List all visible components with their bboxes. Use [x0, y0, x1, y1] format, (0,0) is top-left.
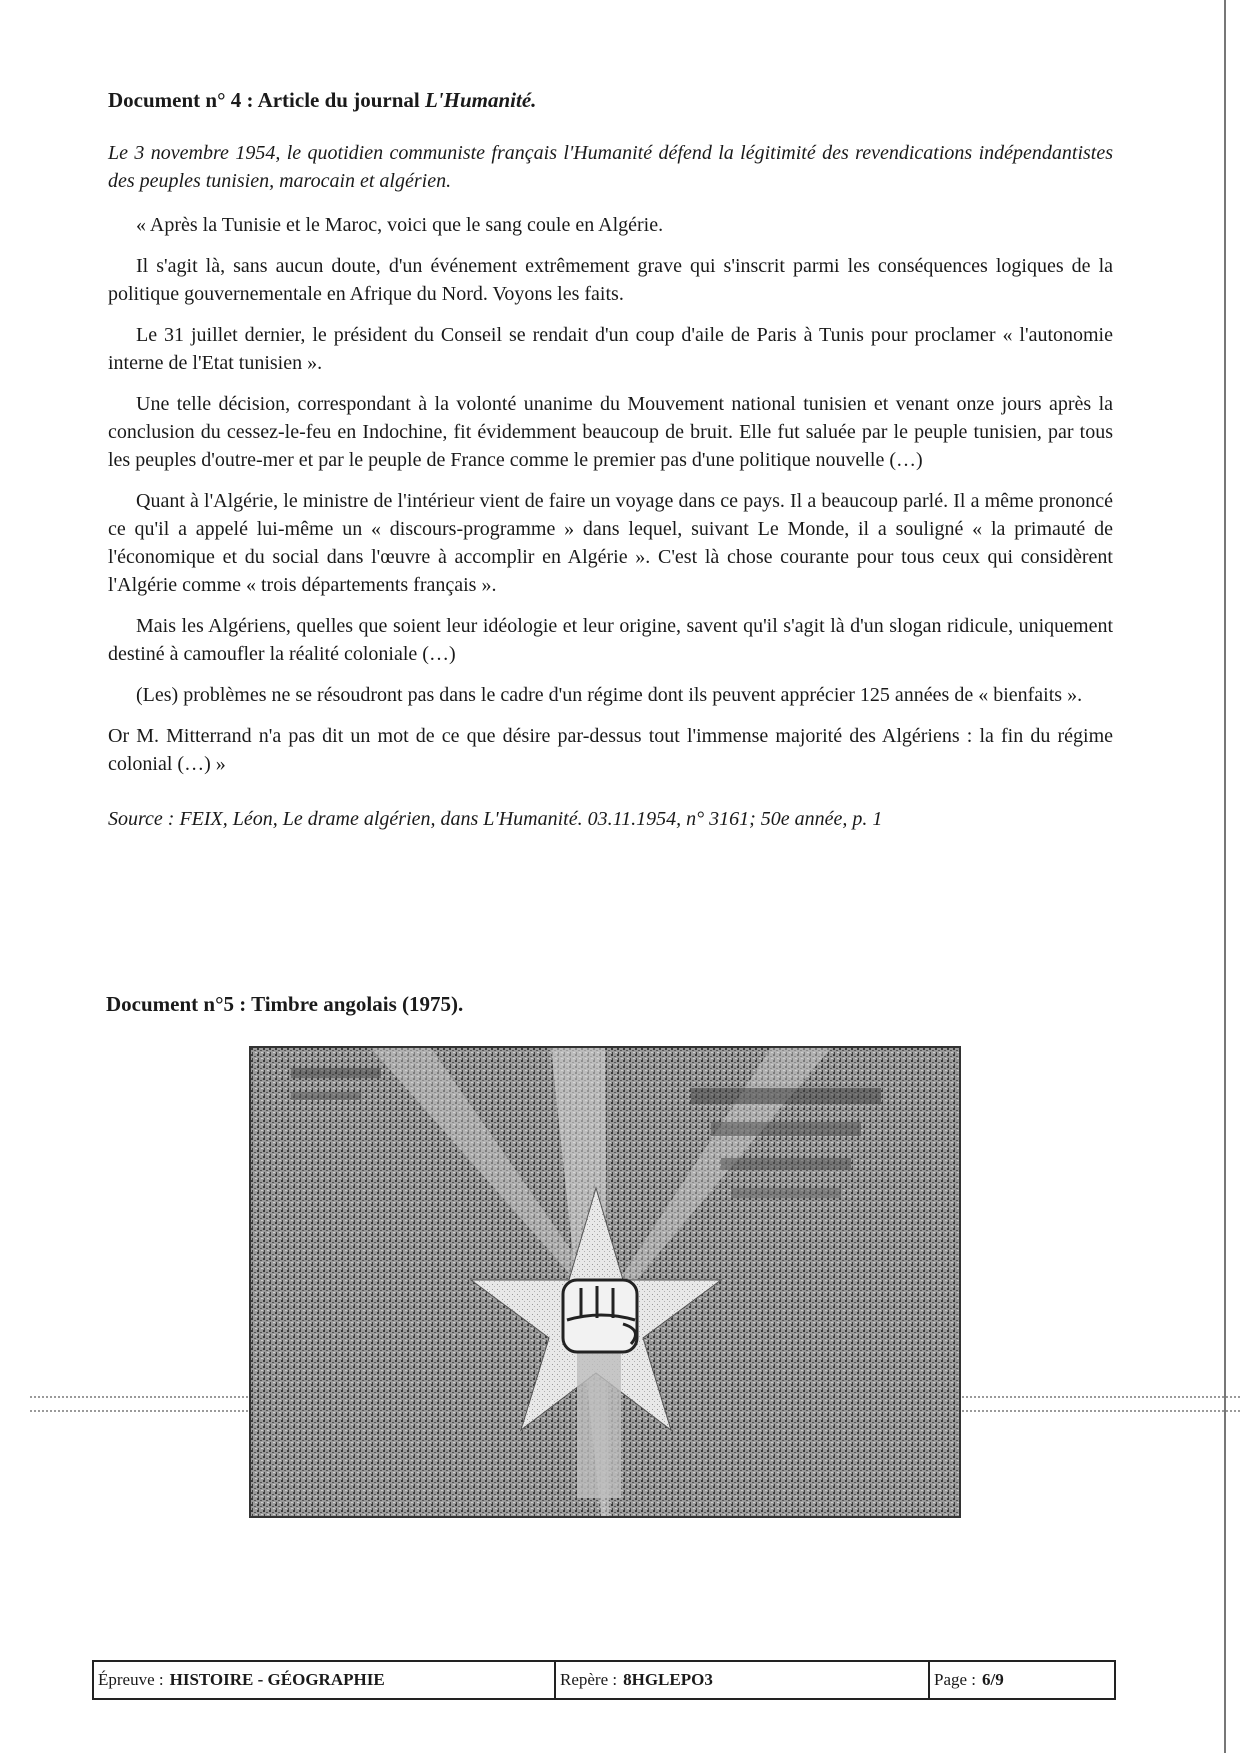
footer-page-label: Page :: [934, 1670, 977, 1689]
document-4-title-journal: L'Humanité.: [424, 88, 537, 112]
footer-repere-label: Repère :: [560, 1670, 618, 1689]
document-5-title: Document n°5 : Timbre angolais (1975).: [106, 992, 464, 1016]
stamp-illustration: [251, 1048, 959, 1516]
footer-epreuve: [94, 1662, 556, 1698]
article-paragraph-3: Le 31 juillet dernier, le président du Conseil se rendait d'un coup d'aile de Paris à Tunis pour proclamer « l'autonomie interne de l'Etat tunisien ».: [108, 324, 1113, 374]
document-4-title-prefix: Document n° 4 : Article du journal: [108, 88, 425, 112]
document-4-source: Source : FEIX, Léon, Le drame algérien, dans L'Humanité. 03.11.1954, n° 3161; 50e année, p. 1: [108, 808, 883, 830]
article-paragraph-2: Il s'agit là, sans aucun doute, d'un événement extrêmement grave qui s'inscrit parmi les conséquences logiques de la politique gouvernementale en Afrique du Nord. Voyons les faits.: [108, 255, 1113, 305]
document-4-section: [108, 88, 1113, 831]
article-paragraph-6: Mais les Algériens, quelles que soient leur idéologie et leur origine, savent qu'il s'agit là d'un slogan ridicule, uniquement destiné à camoufler la réalité coloniale (…): [108, 615, 1113, 665]
page-footer: [92, 1660, 1116, 1700]
article-paragraph-4: Une telle décision, correspondant à la volonté unanime du Mouvement national tunisien et venant onze jours après la conclusion du cessez-le-feu en Indochine, fit évidemment beaucoup de bruit. Elle fut saluée par le peuple tunisien, par tous les peuples d'outre-mer et par le peuple de France comme le premier pas d'une politique nouvelle (…): [108, 393, 1113, 471]
raised-fist-icon: [563, 1280, 637, 1352]
article-paragraph-8: Or M. Mitterrand n'a pas dit un mot de ce que désire par-dessus tout l'immense majorité des Algériens : la fin du régime colonial (…) »: [108, 725, 1113, 775]
article-paragraph-5: Quant à l'Algérie, le ministre de l'intérieur vient de faire un voyage dans ce pays. Il a beaucoup parlé. Il a même prononcé ce qu'il a appelé lui-même un « discours-programme » dans lequel, suivant Le Monde, il a souligné « la primauté de l'économique et du social dans l'œuvre à accomplir en Algérie ». C'est là chose courante pour tous ceux qui considèrent l'Algérie comme « trois départements français ».: [108, 490, 1113, 596]
document-4-intro: Le 3 novembre 1954, le quotidien communiste français l'Humanité défend la légitimité des revendications indépendantistes des peuples tunisien, marocain et algérien.: [108, 142, 1113, 192]
footer-epreuve-label: Épreuve :: [98, 1670, 164, 1689]
footer-page-value: 6/9: [982, 1670, 1004, 1689]
footer-repere-value: 8HGLEPO3: [623, 1670, 713, 1689]
article-paragraph-7: (Les) problèmes ne se résoudront pas dans le cadre d'un régime dont ils peuvent apprécier 125 années de « bienfaits ».: [136, 684, 1083, 706]
article-paragraph-1: « Après la Tunisie et le Maroc, voici que le sang coule en Algérie.: [136, 214, 664, 236]
forearm-shape: [577, 1338, 621, 1498]
angolan-stamp-image: [249, 1046, 961, 1518]
footer-epreuve-value: HISTOIRE - GÉOGRAPHIE: [169, 1670, 385, 1689]
footer-repere: [556, 1662, 930, 1698]
footer-page: [930, 1662, 1114, 1698]
document-4-title: [108, 88, 1113, 113]
page-edge-line: [1224, 0, 1226, 1753]
